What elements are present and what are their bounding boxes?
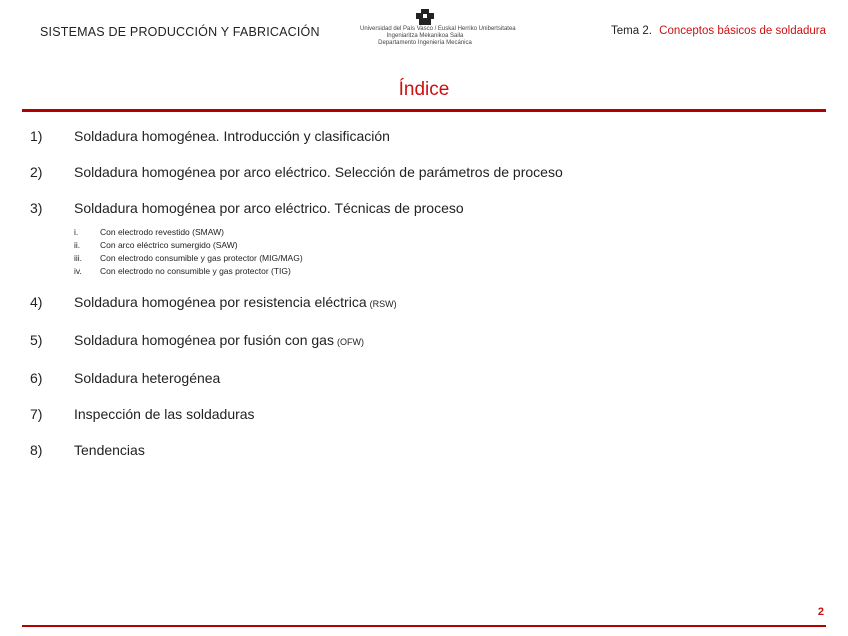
logo-department-basque: Ingeniaritza Mekanikoa Saila [386,33,464,39]
toc-text: Soldadura homogénea por arco eléctrico. Selección de parámetros de proceso [74,164,563,180]
toc-subitem [74,265,820,278]
course-title: SISTEMAS DE PRODUCCIÓN Y FABRICACIÓN [40,25,320,39]
logo-department-spanish: Departamento Ingeniería Mecánica [378,40,472,46]
toc-text: Soldadura heterogénea [74,370,221,386]
subitem-text: Con electrodo consumible y gas protector (MIG/MAG) [100,253,303,263]
toc-number: 7) [30,406,43,422]
subitem-number: ii. [74,240,81,250]
subitem-text: Con electrodo revestido (SMAW) [100,227,224,237]
page-number: 2 [817,606,824,618]
subitem-number: i. [74,227,79,237]
toc-item-2 [30,162,820,182]
toc-item-4 [30,292,820,314]
toc-number: 1) [30,128,43,144]
topic-label: Tema 2. [611,25,652,37]
toc-text [74,330,820,352]
table-of-contents [30,126,820,476]
subitem-text: Con arco eléctrico sumergido (SAW) [100,240,238,250]
toc-abbreviation: (OFW) [336,337,364,347]
toc-item-8 [30,440,820,460]
toc-number: 2) [30,164,43,180]
toc-subitem [74,252,820,265]
toc-item-1 [30,126,820,146]
topic-header [611,25,826,37]
subitem-number: iv. [74,266,82,276]
logo-university-name: Universidad del País Vasco / Euskal Herriko Unibertsitatea [360,26,516,32]
toc-subitems [74,226,820,278]
toc-subitem [74,239,820,252]
toc-text [74,292,820,314]
toc-title: Soldadura homogénea por fusión con gas [74,332,334,348]
toc-text: Soldadura homogénea por arco eléctrico. Técnicas de proceso [74,200,464,216]
toc-number: 5) [30,332,43,348]
toc-item-5 [30,330,820,352]
toc-subitem [74,226,820,239]
toc-title: Soldadura homogénea por resistencia eléctrica [74,294,367,310]
header-divider [22,109,826,112]
toc-number: 3) [30,200,43,216]
topic-name: Conceptos básicos de soldadura [659,25,826,37]
university-emblem-icon [414,8,436,26]
toc-item-3 [30,198,820,218]
subitem-text: Con electrodo no consumible y gas protector (TIG) [100,266,291,276]
toc-text: Soldadura homogénea. Introducción y clasificación [74,128,390,144]
page-title: Índice [398,79,450,100]
toc-number: 4) [30,294,43,310]
toc-text: Tendencias [74,442,145,458]
toc-item-7 [30,404,820,424]
toc-abbreviation: (RSW) [369,299,397,309]
toc-item-6 [30,368,820,388]
university-logo [360,8,516,47]
footer-divider [22,625,826,627]
toc-text: Inspección de las soldaduras [74,406,255,422]
subitem-number: iii. [74,253,83,263]
toc-number: 6) [30,370,43,386]
toc-number: 8) [30,442,43,458]
